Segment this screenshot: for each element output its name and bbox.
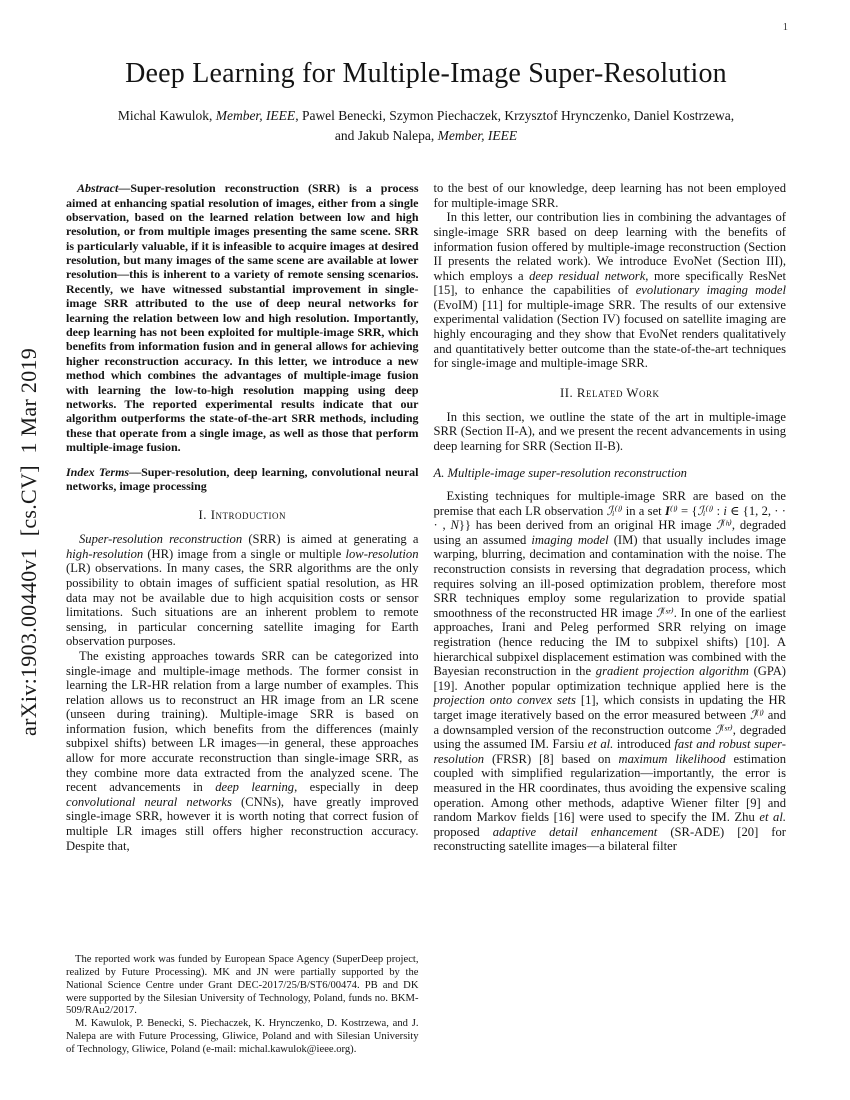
paper-content — [66, 58, 786, 1057]
author-line-1: Michal Kawulok, Member, IEEE, Pawel Benecki, Szymon Piechaczek, Krzysztof Hrynczenko, Daniel Kostrzewa, — [117, 108, 735, 123]
author-line-2: and Jakub Nalepa, Member, IEEE — [334, 127, 518, 143]
arxiv-watermark: arXiv:1903.00440v1 [cs.CV] 1 Mar 2019 — [16, 347, 41, 737]
page-number: 1 — [782, 22, 788, 33]
right-column — [434, 181, 787, 1057]
contribution-paragraph: In this letter, our contribution lies in combining the advantages of single-image SRR based on deep learning with the benefits of information fusion offered by multiple-image reconstruction (Section II presents the related work). We introduce EvoNet (Section III), which employs a deep residual network, more specifically ResNet [15], to enhance the capabilities of evolutionary imaging model (EvoIM) [11] for multiple-image SRR. The results of our extensive experimental validation (Section IV) focused on satellite imaging are highly encouraging and they show that EvoNet renders qualitatively and quantitatively better outcome than the state-of-the-art techniques for single-image and multiple-image SRR. — [433, 210, 786, 371]
section-heading-related-work: II. Related Work — [560, 385, 660, 400]
author-block — [66, 106, 786, 145]
footnotes — [66, 942, 419, 1057]
index-terms: Index Terms—Super-resolution, deep learning, convolutional neural networks, image processing — [66, 464, 419, 493]
multiple-image-srr-paragraph: Existing techniques for multiple-image SRR are based on the premise that each LR observation ℐᵢ⁽ˡ⁾ in a set I⁽ˡ⁾ = {ℐᵢ⁽ˡ⁾ : i ∈ {1, 2, · · · , N}} has been derived from an original HR image ℐ⁽ʰ⁾, degraded using an assumed imaging model (IM) that usually includes image warping, blurring, decimation and contamination with the noise. The reconstruction consists in reversing that degradation process, which requires solving an ill-posed optimization problem, therefore most SRR techniques employ some regularization to provide spatial smoothness of the reconstructed HR image ℐ⁽ˢʳ⁾. In one of the earliest approaches, Irani and Peleg performed SRR relying on image registration (hence reducing the IM to subpixel shifts) [10]. A hierarchical subpixel displacement estimation was combined with the Bayesian reconstruction in the gradient projection algorithm (GPA) [19]. Another popular optimization technique applied here is the projection onto convex sets [1], which consists in updating the HR target image iteratively based on the error measured between ℐ⁽ˡ⁾ and a downsampled version of the reconstruction outcome ℐ⁽ˢʳ⁾, degraded using the assumed IM. Farsiu et al. introduced fast and robust super-resolution (FRSR) [8] based on maximum likelihood estimation coupled with simplified regularization—importantly, the error is measured in the HR coordinates, thus avoiding the expensive scaling operation. Among other methods, adaptive Wiener filter [9] and random Markov fields [16] were used to specify the IM. Zhu et al. proposed adaptive detail enhancement (SR-ADE) [20] for reconstructing satellite images—a bilateral filter — [433, 489, 787, 854]
footnote-affiliation: M. Kawulok, P. Benecki, S. Piechaczek, K. Hrynczenko, D. Kostrzewa, and J. Nalepa are with Future Processing, Gliwice, Poland and with Silesian University of Technology, Gliwice, Poland (e-mail: michal.kawulok@ieee.org). — [66, 1018, 419, 1056]
paper-title: Deep Learning for Multiple-Image Super-Resolution — [125, 58, 727, 89]
continuation-paragraph: to the best of our knowledge, deep learning has not been employed for multiple-image SRR. — [433, 181, 786, 210]
left-column — [66, 181, 419, 1057]
intro-paragraph-1: Super-resolution reconstruction (SRR) is aimed at generating a high-resolution (HR) image from a single or multiple low-resolution (LR) observations. In many cases, the SRR algorithms are the only possibility to obtain images of sufficient spatial resolution, as HR data may not be available due to high acquisition costs or sensor limitations. Such situations are an inherent problem to remote sensing, in particular concerning satellite imaging for Earth observation purposes. — [66, 532, 419, 649]
section-heading-introduction: I. Introduction — [198, 508, 286, 523]
footnote-funding: The reported work was funded by European Space Agency (SuperDeep project, realized by Future Processing). MK and JN were partially supported by the National Science Centre under Grant DEC-2017/25/B/ST6/00474. PB and DK were supported by the Silesian University of Technology, Poland, funds no. BKM-509/RAu2/2017. — [66, 953, 419, 1017]
related-work-paragraph: In this section, we outline the state of the art in multiple-image SRR (Section II-A), and we present the recent advancements in using deep learning for SRR (Section II-B). — [433, 409, 786, 453]
two-column-body — [66, 181, 786, 1057]
intro-paragraph-2: The existing approaches towards SRR can be categorized into single-image and multiple-image methods. The former consist in learning the LR-HR relation from a large number of examples. This relation allows us to reconstruct an HR image from an LR scene (unseen during training). Multiple-image SRR is based on information fusion, which benefits from the differences (mainly subpixel shifts) between LR images—in general, these approaches allow for more accurate reconstruction than single-image SRR, as they combine more data extracted from the analyzed scene. The recent advancements in deep learning, especially in deep convolutional neural networks (CNNs), have greatly improved single-image SRR, however it is worth noting that correct fusion of multiple LR images still offers higher reconstruction accuracy. Despite that, — [66, 648, 419, 853]
subsection-heading-multiple-image-srr: A. Multiple-image super-resolution reconstruction — [433, 466, 687, 481]
abstract-paragraph: Abstract—Super-resolution reconstruction (SRR) is a process aimed at enhancing spatial resolution of images, either from a single observation, based on the learned relation between low and high resolution, or from multiple images presenting the same scene. SRR is particularly valuable, if it is infeasible to acquire images at desired resolution, but many images of the same scene are available at lower resolution—this is inherent to a variety of remote sensing scenarios. Recently, we have witnessed substantial improvement in single-image SRR attributed to the use of deep neural networks for learning the relation between low and high resolution. Importantly, deep learning has not been exploited for multiple-image SRR, which benefits from information fusion and in general allows for achieving higher reconstruction accuracy. In this letter, we introduce a new method which combines the advantages of multiple-image fusion with learning the low-to-high resolution mapping using deep networks. The reported experimental results indicate that our algorithm outperforms the state-of-the-art SRR methods, including these that operate from a single image, as well as those that perform multiple-image fusion. — [66, 181, 419, 455]
